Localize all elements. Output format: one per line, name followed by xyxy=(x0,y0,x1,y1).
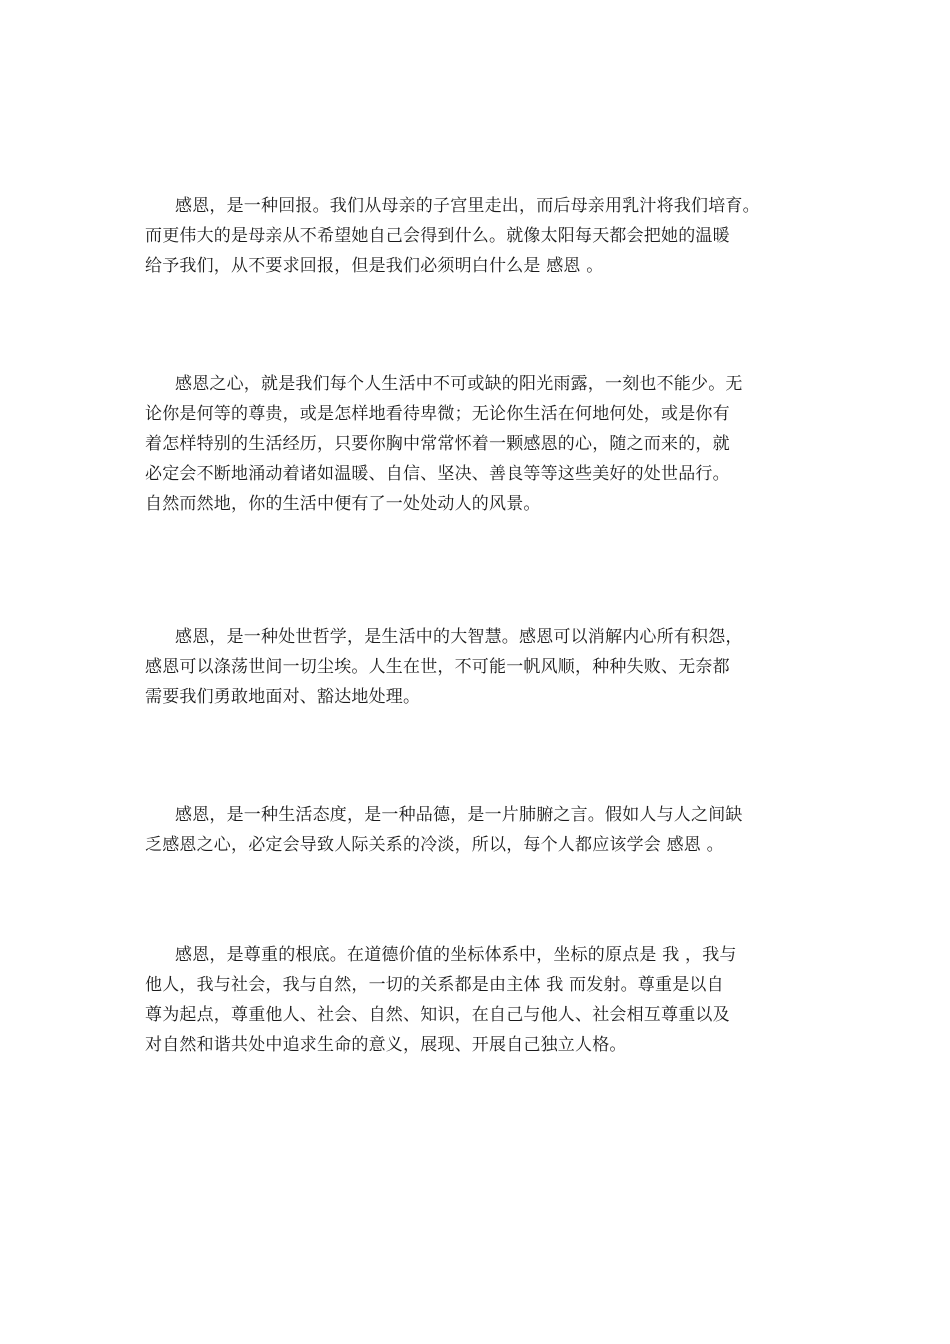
paragraph-gratitude-repayment xyxy=(145,191,845,281)
paragraph-line: 必定会不断地涌动着诸如温暖、自信、坚决、善良等等这些美好的处世品行。 xyxy=(145,464,730,484)
paragraph-life-attitude xyxy=(145,800,845,860)
paragraph-life-philosophy xyxy=(145,622,845,712)
paragraph-line: 感恩之心，就是我们每个人生活中不可或缺的阳光雨露，一刻也不能少。无 xyxy=(175,374,743,394)
paragraph-line: 感恩，是一种回报。我们从母亲的子宫里走出，而后母亲用乳汁将我们培育。 xyxy=(175,196,760,216)
paragraph-grateful-heart xyxy=(145,369,845,519)
paragraph-respect-foundation xyxy=(145,940,845,1060)
paragraph-line: 论你是何等的尊贵，或是怎样地看待卑微；无论你生活在何地何处，或是你有 xyxy=(145,404,730,424)
paragraph-line: 自然而然地，你的生活中便有了一处处动人的风景。 xyxy=(145,494,541,514)
paragraph-line: 对自然和谐共处中追求生命的意义，展现、开展自己独立人格。 xyxy=(145,1035,627,1055)
paragraph-line: 着怎样特别的生活经历，只要你胸中常常怀着一颗感恩的心，随之而来的，就 xyxy=(145,434,730,454)
paragraph-line: 感恩，是一种生活态度，是一种品德，是一片肺腑之言。假如人与人之间缺 xyxy=(175,805,743,825)
paragraph-line: 感恩，是一种处世哲学，是生活中的大智慧。感恩可以消解内心所有积怨， xyxy=(175,627,743,647)
paragraph-line: 需要我们勇敢地面对、豁达地处理。 xyxy=(145,687,421,707)
paragraph-line: 乏感恩之心，必定会导致人际关系的冷淡，所以，每个人都应该学会 感恩 。 xyxy=(145,835,724,855)
paragraph-line: 尊为起点，尊重他人、社会、自然、知识，在自己与他人、社会相互尊重以及 xyxy=(145,1005,730,1025)
paragraph-line: 感恩，是尊重的根底。在道德价值的坐标体系中，坐标的原点是 我 ，我与 xyxy=(175,945,737,965)
paragraph-line: 他人，我与社会，我与自然，一切的关系都是由主体 我 而发射。尊重是以自 xyxy=(145,975,724,995)
paragraph-line: 而更伟大的是母亲从不希望她自己会得到什么。就像太阳每天都会把她的温暖 xyxy=(145,226,730,246)
paragraph-line: 给予我们，从不要求回报，但是我们必须明白什么是 感恩 。 xyxy=(145,256,604,276)
paragraph-line: 感恩可以涤荡世间一切尘埃。人生在世，不可能一帆风顺，种种失败、无奈都 xyxy=(145,657,730,677)
